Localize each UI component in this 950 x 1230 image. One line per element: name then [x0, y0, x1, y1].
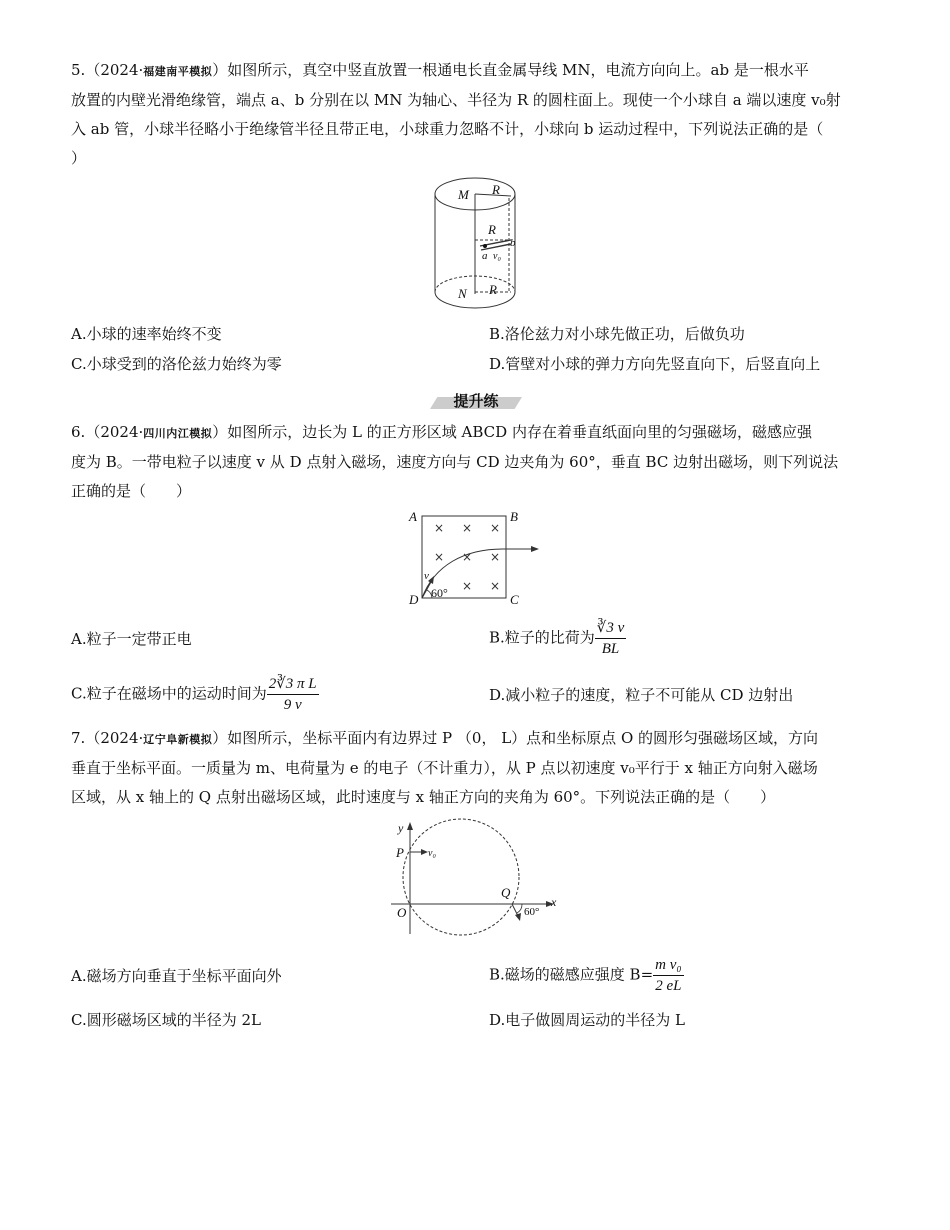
q6-option-b[interactable]	[489, 618, 626, 659]
q6-option-b-denominator: BL	[601, 641, 620, 657]
q6-cross-2: ×	[462, 521, 473, 535]
q7-line2: 垂直于坐标平面。一质量为 m、电荷量为 e 的电子（不计重力），从 P 点以初速度 v₀平行于 x 轴正方向射入磁场	[71, 759, 818, 777]
q5-label-v0: v₀	[493, 251, 501, 262]
q5-line2: 放置的内壁光滑绝缘管，端点 a、b 分别在以 MN 为轴心、半径为 R 的圆柱面上。现使一个小球自 a 端以速度 v₀射	[71, 91, 841, 109]
q6-option-c[interactable]	[71, 674, 319, 715]
q6-cross-8: ×	[490, 579, 501, 593]
q6-option-a[interactable]: A.粒子一定带正电	[71, 630, 192, 648]
q7-option-b[interactable]	[489, 955, 684, 996]
q6-option-c-prefix: C.粒子在磁场中的运动时间为	[71, 684, 267, 703]
q5-label-R2: R	[488, 222, 496, 237]
q6-square-figure	[404, 506, 554, 610]
q6-option-c-numerator: 2∛3 π L	[267, 674, 319, 695]
q6-line2: 度为 B。一带电粒子以速度 v 从 D 点射入磁场，速度方向与 CD 边夹角为 60°，垂直 BC 边射出磁场，则下列说法	[71, 453, 839, 471]
q7-label-y: y	[398, 821, 404, 835]
q7-line1: 7.（2024·辽宁阜新模拟）如图所示，坐标平面内有边界过 P （0， L）点和坐标原点 O 的圆形匀强磁场区域，方向	[71, 729, 819, 747]
q6-cross-4: ×	[434, 550, 445, 564]
q7-stem	[71, 724, 881, 812]
q7-option-d[interactable]: D.电子做圆周运动的半径为 L	[489, 1011, 685, 1029]
section-title: 提升练	[453, 392, 499, 410]
q6-source-tag: 四川内江模拟	[143, 427, 213, 440]
q7-line3: 区域，从 x 轴上的 Q 点射出磁场区域，此时速度与 x 轴正方向的夹角为 60°。下列说法正确的是（ ）	[71, 788, 776, 806]
q6-option-d[interactable]: D.减小粒子的速度，粒子不可能从 CD 边射出	[489, 686, 794, 704]
q5-label-R1: R	[492, 182, 500, 197]
q6-cross-7: ×	[462, 579, 473, 593]
q7-label-v0: v₀	[428, 848, 436, 859]
q6-line3: 正确的是（ ）	[71, 482, 192, 500]
q5-cylinder-figure	[425, 174, 525, 312]
q7-option-b-prefix: B.磁场的磁感应强度 B=	[489, 965, 654, 984]
q6-option-b-fraction	[595, 618, 626, 659]
q5-label-N: N	[458, 286, 467, 301]
q7-label-x: x	[551, 895, 557, 909]
q7-label-angle: 60°	[524, 906, 540, 918]
q6-label-v: v	[424, 570, 429, 582]
q7-option-b-numerator: m v₀	[653, 955, 683, 976]
q5-line4: ）	[71, 149, 87, 167]
q5-stem	[71, 56, 881, 173]
q7-label-O: O	[397, 905, 407, 920]
q7-option-b-fraction	[653, 955, 683, 996]
q6-cross-3: ×	[490, 521, 501, 535]
q5-source-tag: 福建南平模拟	[143, 65, 213, 78]
q6-label-D: D	[409, 592, 419, 607]
q5-line1: 5.（2024·福建南平模拟）如图所示，真空中竖直放置一根通电长直金属导线 MN，电流方向向上。ab 是一根水平	[71, 61, 809, 79]
q7-option-b-denominator: 2 eL	[655, 978, 682, 994]
q6-label-C: C	[510, 592, 519, 607]
q6-label-angle: 60°	[431, 586, 448, 600]
q7-label-P: P	[396, 845, 404, 860]
q6-label-A: A	[409, 509, 417, 524]
q5-option-a[interactable]: A.小球的速率始终不变	[71, 325, 222, 343]
q6-option-b-prefix: B.粒子的比荷为	[489, 628, 595, 647]
q6-label-B: B	[510, 509, 518, 524]
q7-option-c[interactable]: C.圆形磁场区域的半径为 2L	[71, 1011, 261, 1029]
q6-option-b-numerator: ∛3 v	[595, 618, 626, 639]
q6-option-c-fraction	[267, 674, 319, 715]
q5-option-b[interactable]: B.洛伦兹力对小球先做正功，后做负功	[489, 325, 745, 343]
section-header	[430, 391, 522, 413]
q7-source-tag: 辽宁阜新模拟	[143, 733, 213, 746]
q6-cross-6: ×	[490, 550, 501, 564]
q5-label-b: b	[510, 237, 516, 249]
q6-line1: 6.（2024·四川内江模拟）如图所示，边长为 L 的正方形区域 ABCD 内存在着垂直纸面向里的匀强磁场，磁感应强	[71, 423, 812, 441]
q7-coordinate-figure	[386, 818, 566, 940]
q7-label-Q: Q	[501, 885, 511, 900]
q5-label-M: M	[458, 187, 469, 202]
q6-stem	[71, 418, 881, 506]
q5-label-a: a	[482, 250, 488, 262]
q6-cross-5: ×	[462, 550, 473, 564]
q6-option-c-denominator: 9 v	[283, 697, 302, 713]
q5-label-R3: R	[489, 282, 497, 297]
q7-option-a[interactable]: A.磁场方向垂直于坐标平面向外	[71, 967, 282, 985]
q5-line3: 入 ab 管，小球半径略小于绝缘管半径且带正电，小球重力忽略不计，小球向 b 运动过程中，下列说法正确的是（	[71, 120, 824, 138]
q5-option-c[interactable]: C.小球受到的洛伦兹力始终为零	[71, 355, 282, 373]
q6-cross-1: ×	[434, 521, 445, 535]
q5-option-d[interactable]: D.管壁对小球的弹力方向先竖直向下，后竖直向上	[489, 355, 821, 373]
